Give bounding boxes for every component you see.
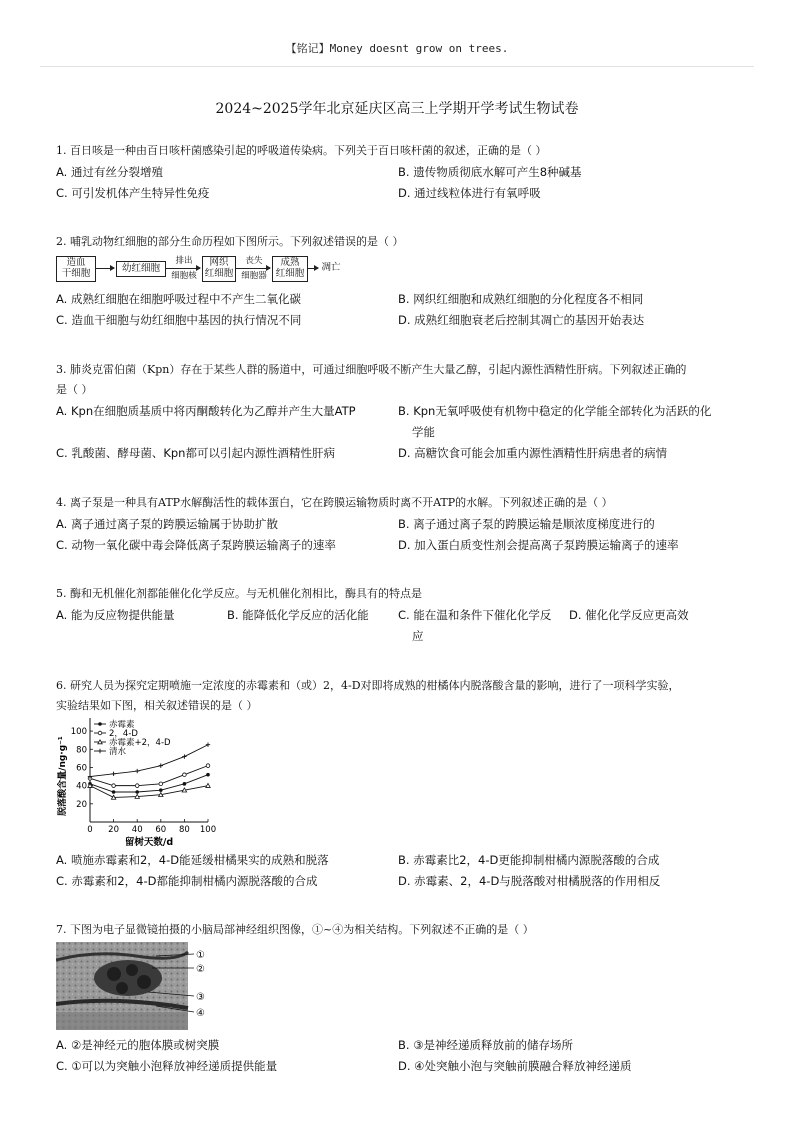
series-line-3 xyxy=(90,745,208,777)
y-tick-label: 60 xyxy=(76,763,87,774)
data-point xyxy=(183,782,187,786)
q3-option-d[interactable]: D. 高糖饮食可能会加重内源性酒精性肝病患者的病情 xyxy=(398,446,668,460)
legend-label: 赤霉素+2，4-D xyxy=(109,738,171,748)
q4-option-c[interactable]: C. 动物一氧化碳中毒会降低离子泵跨膜运输离子的速率 xyxy=(56,538,336,552)
flow-arrow xyxy=(236,268,270,269)
flow-box-text: 红细胞 xyxy=(275,268,305,279)
flow-box-mature-rbc xyxy=(272,256,308,282)
x-tick-label: 80 xyxy=(178,825,190,835)
q1-option-b[interactable]: B. 遗传物质彻底水解可产生8种碱基 xyxy=(398,165,582,179)
legend-marker xyxy=(98,722,102,726)
q7-option-c[interactable]: C. ①可以为突触小泡释放神经递质提供能量 xyxy=(56,1059,278,1073)
flow-arrow-label: 丧失 xyxy=(245,256,263,266)
structure-label-2: ② xyxy=(196,964,205,975)
data-point xyxy=(135,769,139,773)
q2-option-b[interactable]: B. 网织红细胞和成熟红细胞的分化程度各不相同 xyxy=(398,292,644,306)
q1-option-c[interactable]: C. 可引发机体产生特异性免疫 xyxy=(56,186,210,200)
legend-label: 2，4-D xyxy=(109,729,138,739)
y-tick-label: 20 xyxy=(76,799,87,810)
data-point xyxy=(135,794,139,798)
q7-option-b[interactable]: B. ③是神经递质释放前的储存场所 xyxy=(398,1038,574,1052)
vesicle xyxy=(137,975,151,989)
flow-box-stem-cell xyxy=(56,256,96,282)
q2-option-d[interactable]: D. 成熟红细胞衰老后控制其凋亡的基因开始表达 xyxy=(398,313,645,327)
flow-box-text: 成熟 xyxy=(280,257,300,268)
mitochondria-cluster xyxy=(94,960,162,996)
flow-arrow xyxy=(308,268,318,269)
flow-arrow xyxy=(96,268,114,269)
data-point xyxy=(206,764,210,768)
q6-stem-cont: 实验结果如下图，相关叙述错误的是（ ） xyxy=(56,699,258,712)
vesicle xyxy=(126,964,138,976)
q4-stem: 4. 离子泵是一种具有ATP水解酶活性的载体蛋白，它在跨膜运输物质时离不开ATP的水解。下列叙述正确的是（ ） xyxy=(56,496,613,509)
series-line-2 xyxy=(90,786,208,798)
abscisic-acid-line-chart xyxy=(56,714,216,848)
x-tick-label: 100 xyxy=(199,825,216,835)
structure-label-3: ③ xyxy=(196,992,205,1003)
data-point xyxy=(182,788,186,792)
q4-option-b[interactable]: B. 离子通过离子泵的跨膜运输是顺浓度梯度进行的 xyxy=(398,517,655,531)
q5-option-b[interactable]: B. 能降低化学反应的活化能 xyxy=(227,608,369,622)
vesicle xyxy=(116,982,128,994)
q1-option-d[interactable]: D. 通过线粒体进行有氧呼吸 xyxy=(398,186,541,200)
flow-box-text: 造血 xyxy=(66,257,86,268)
header-divider xyxy=(40,66,754,67)
q5-option-a[interactable]: A. 能为反应物提供能量 xyxy=(56,608,175,622)
q3-option-b[interactable]: B. Kpn无氧呼吸使有机物中稳定的化学能全部转化为活跃的化 xyxy=(398,404,712,418)
q5-option-c-cont: 应 xyxy=(412,629,424,643)
q1-stem: 1. 百日咳是一种由百日咳杆菌感染引起的呼吸道传染病。下列关于百日咳杆菌的叙述，正确的是（ ） xyxy=(56,144,547,157)
q2-flow-diagram xyxy=(56,255,356,285)
q3-option-a[interactable]: A. Kpn在细胞质基质中将丙酮酸转化为乙醇并产生大量ATP xyxy=(56,404,356,418)
flow-box-text: 干细胞 xyxy=(61,268,91,279)
x-tick-label: 60 xyxy=(155,825,167,835)
q3-stem: 3. 肺炎克雷伯菌（Kpn）存在于某些人群的肠道中，可通过细胞呼吸不断产生大量乙醇，引起内源性酒精性肝病。下列叙述正确的 xyxy=(56,363,687,376)
data-point xyxy=(206,743,210,747)
q6-option-d[interactable]: D. 赤霉素、2，4-D与脱落酸对柑橘脱落的作用相反 xyxy=(398,874,661,888)
flow-arrow-label: 细胞核 xyxy=(171,271,197,281)
vesicle xyxy=(107,967,121,981)
q5-stem: 5. 酶和无机催化剂都能催化化学反应。与无机催化剂相比，酶具有的特点是 xyxy=(56,587,422,600)
q4-option-d[interactable]: D. 加入蛋白质变性剂会提高离子泵跨膜运输离子的速率 xyxy=(398,538,679,552)
structure-label-1: ① xyxy=(196,950,205,961)
data-point xyxy=(111,795,115,799)
data-point xyxy=(112,790,116,794)
flow-box-reticulocyte xyxy=(202,256,236,282)
x-tick-label: 40 xyxy=(131,825,143,835)
y-tick-label: 40 xyxy=(76,781,87,792)
x-tick-label: 20 xyxy=(108,825,120,835)
q1-option-a[interactable]: A. 通过有丝分裂增殖 xyxy=(56,165,163,179)
q6-option-b[interactable]: B. 赤霉素比2，4-D更能抑制柑橘内源脱落酸的合成 xyxy=(398,853,660,867)
x-axis-label: 留树天数/d xyxy=(124,837,174,848)
q4-option-a[interactable]: A. 离子通过离子泵的跨膜运输属于协助扩散 xyxy=(56,517,278,531)
q3-option-b-cont: 学能 xyxy=(412,425,435,439)
q7-option-d[interactable]: D. ④处突触小泡与突触前膜融合释放神经递质 xyxy=(398,1059,632,1073)
data-point xyxy=(182,754,186,758)
data-point xyxy=(206,783,210,787)
q2-option-a[interactable]: A. 成熟红细胞在细胞呼吸过程中不产生二氧化碳 xyxy=(56,292,301,306)
flow-arrow xyxy=(166,268,200,269)
y-tick-label: 100 xyxy=(70,727,87,738)
q6-option-c[interactable]: C. 赤霉素和2，4-D都能抑制柑橘内源脱落酸的合成 xyxy=(56,874,318,888)
legend-label: 清水 xyxy=(109,747,127,757)
data-point xyxy=(183,773,187,777)
structure-label-4: ④ xyxy=(196,1008,205,1019)
flow-box-text: 红细胞 xyxy=(204,268,234,279)
x-tick-label: 0 xyxy=(87,825,93,835)
data-point xyxy=(159,788,163,792)
page-title: 2024~2025学年北京延庆区高三上学期开学考试生物试卷 xyxy=(215,101,579,117)
legend-marker xyxy=(98,749,102,753)
q5-option-c[interactable]: C. 能在温和条件下催化化学反 xyxy=(398,608,552,622)
electron-micrograph xyxy=(56,942,216,1030)
data-point xyxy=(206,773,210,777)
page-header: 【铭记】Money doesnt grow on trees. xyxy=(285,42,509,55)
y-tick-label: 80 xyxy=(76,745,87,756)
data-point xyxy=(112,784,116,788)
q5-option-d[interactable]: D. 催化化学反应更高效 xyxy=(569,608,689,622)
data-point xyxy=(135,784,139,788)
flow-arrow-label: 排出 xyxy=(175,256,193,266)
legend-label: 赤霉素 xyxy=(109,720,135,730)
q2-stem: 2. 哺乳动物红细胞的部分生命历程如下图所示。下列叙述错误的是（ ） xyxy=(56,235,404,248)
data-point xyxy=(159,782,163,786)
postsynaptic-region xyxy=(56,1012,188,1030)
q7-option-a[interactable]: A. ②是神经元的胞体膜或树突膜 xyxy=(56,1038,220,1052)
q6-option-a[interactable]: A. 喷施赤霉素和2，4-D能延缓柑橘果实的成熟和脱落 xyxy=(56,853,329,867)
data-point xyxy=(111,772,115,776)
q7-stem: 7. 下图为电子显微镜拍摄的小脑局部神经组织图像，①~④为相关结构。下列叙述不正确的是（ ） xyxy=(56,923,534,936)
data-point xyxy=(135,790,139,794)
q6-stem: 6. 研究人员为探究定期喷施一定浓度的赤霉素和（或）2，4-D对即将成熟的柑橘体内脱落酸含量的影响，进行了一项科学实验， xyxy=(56,679,680,692)
legend-marker xyxy=(98,740,102,744)
flow-box-young-rbc: 幼红细胞 xyxy=(116,261,166,277)
legend-marker xyxy=(98,731,102,735)
q3-option-c[interactable]: C. 乳酸菌、酵母菌、Kpn都可以引起内源性酒精性肝病 xyxy=(56,446,335,460)
flow-arrow-label: 细胞器 xyxy=(241,271,267,281)
flow-end-label: 凋亡 xyxy=(321,262,341,273)
y-axis-label: 脱落酸含量/ng·g⁻¹ xyxy=(58,736,68,816)
q3-stem-cont: 是（ ） xyxy=(56,383,93,396)
data-point xyxy=(159,763,163,767)
q2-option-c[interactable]: C. 造血干细胞与幼红细胞中基因的执行情况不同 xyxy=(56,313,302,327)
flow-box-text: 网织 xyxy=(209,257,229,268)
data-point xyxy=(159,793,163,797)
